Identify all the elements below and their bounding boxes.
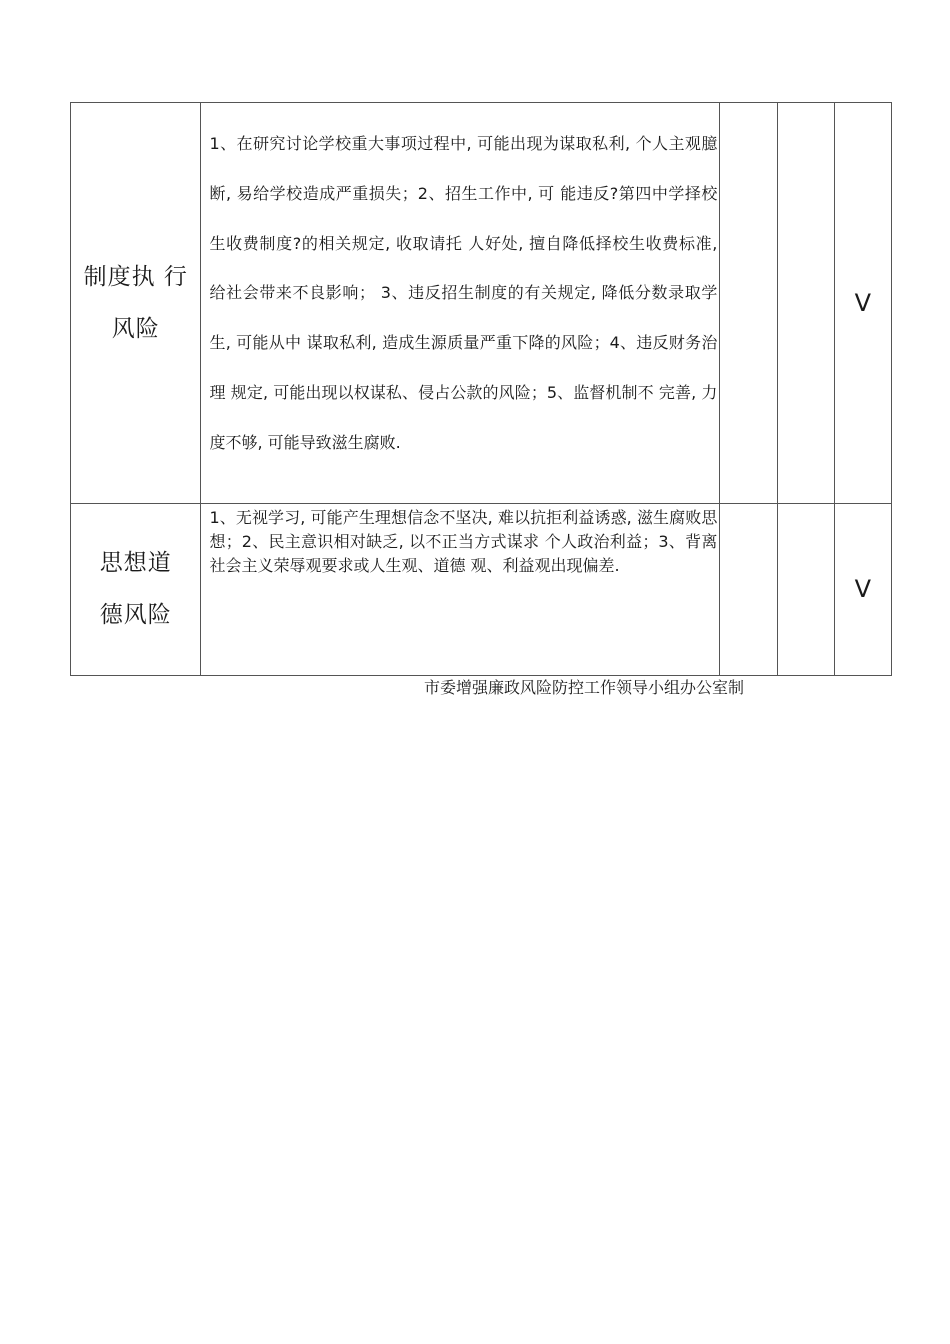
table-row bbox=[71, 503, 892, 675]
issuer-footer: 市委增强廉政风险防控工作领导小组办公室制 bbox=[424, 678, 745, 697]
risk-assessment-table bbox=[70, 102, 892, 676]
risk-category-line: 思想道 bbox=[99, 550, 172, 577]
risk-description: 1、在研究讨论学校重大事项过程中, 可能出现为谋取私利, 个人主观臆断, 易给学校造成严重损失；2、招生工作中, 可 能违反?第四中学择校生收费制度?的相关规定, 收取请托 人好处, 擅自降低择校生收费标准, 给社会带来不良影响； 3、违反招生制度的有关规定, 降低分数录取学生, 可能从中 谋取私利, 造成生源质量严重下降的风险；4、违反财务治理 规定, 可能出现以权谋私、侵占公款的风险；5、监督机制不 完善, 力度不够, 可能导致滋生腐败. bbox=[201, 103, 720, 504]
risk-category-line: 制度执 行 bbox=[83, 263, 188, 290]
risk-category-cell bbox=[71, 103, 201, 504]
level-cell bbox=[720, 103, 777, 504]
level-cell bbox=[777, 503, 834, 675]
risk-category-line: 风险 bbox=[111, 315, 160, 342]
level-cell bbox=[720, 503, 777, 675]
risk-category-cell bbox=[71, 503, 201, 675]
level-check-mark: V bbox=[834, 103, 891, 504]
risk-description: 1、无视学习, 可能产生理想信念不坚决, 难以抗拒利益诱惑, 滋生腐败思想；2、民主意识相对缺乏, 以不正当方式谋求 个人政治利益；3、背离社会主义荣辱观要求或人生观、道德 观、利益观出现偏差. bbox=[201, 503, 720, 675]
table-row bbox=[71, 103, 892, 504]
risk-category-line: 德风险 bbox=[99, 602, 172, 629]
level-check-mark: V bbox=[834, 503, 891, 675]
level-cell bbox=[777, 103, 834, 504]
